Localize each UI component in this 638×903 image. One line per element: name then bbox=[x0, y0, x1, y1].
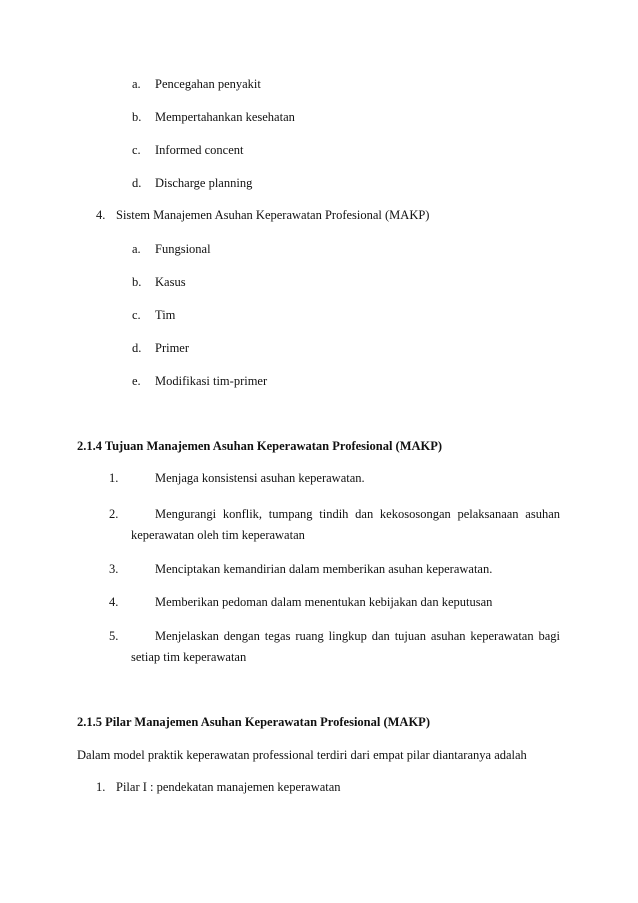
list-marker: 5. bbox=[109, 629, 119, 643]
list-item-text: Tim bbox=[155, 308, 176, 322]
list-item-text: Pencegahan penyakit bbox=[155, 77, 261, 91]
section-heading: 2.1.4 Tujuan Manajemen Asuhan Keperawatan Profesional (MAKP) bbox=[77, 439, 443, 453]
list-marker: b. bbox=[132, 110, 142, 124]
list-item-text: Fungsional bbox=[155, 242, 211, 256]
list-item-text: Menjelaskan dengan tegas ruang lingkup dan tujuan asuhan keperawatan bagi bbox=[155, 629, 560, 643]
list-item-text: Menjaga konsistensi asuhan keperawatan. bbox=[155, 471, 365, 485]
list-item-text: Memberikan pedoman dalam menentukan kebijakan dan keputusan bbox=[155, 595, 493, 609]
list-item-text: Informed concent bbox=[155, 143, 244, 157]
list-item-text: Kasus bbox=[155, 275, 186, 289]
list-item-text: Modifikasi tim-primer bbox=[155, 374, 268, 388]
list-item-text: Mempertahankan kesehatan bbox=[155, 110, 295, 124]
list-item-text: Discharge planning bbox=[155, 176, 253, 190]
list-marker: d. bbox=[132, 176, 142, 190]
list-marker: 1. bbox=[96, 780, 106, 794]
list-marker: a. bbox=[132, 77, 141, 91]
list-item-text: Mengurangi konflik, tumpang tindih dan kekososongan pelaksanaan asuhan bbox=[155, 507, 560, 521]
list-marker: 2. bbox=[109, 507, 119, 521]
list-item-text-continued: keperawatan oleh tim keperawatan bbox=[131, 528, 305, 542]
list-marker: 4. bbox=[96, 208, 106, 222]
list-marker: b. bbox=[132, 275, 142, 289]
list-marker: d. bbox=[132, 341, 142, 355]
list-marker: e. bbox=[132, 374, 141, 388]
list-item-text: Pilar I : pendekatan manajemen keperawatan bbox=[116, 780, 341, 794]
list-item-text: Menciptakan kemandirian dalam memberikan asuhan keperawatan. bbox=[155, 562, 493, 576]
list-item-text: Primer bbox=[155, 341, 190, 355]
list-marker: 4. bbox=[109, 595, 119, 609]
list-marker: c. bbox=[132, 308, 141, 322]
list-item-text-continued: setiap tim keperawatan bbox=[131, 650, 247, 664]
list-marker: c. bbox=[132, 143, 141, 157]
list-marker: 1. bbox=[109, 471, 119, 485]
list-marker: 3. bbox=[109, 562, 119, 576]
list-item-text: Sistem Manajemen Asuhan Keperawatan Profesional (MAKP) bbox=[116, 208, 430, 222]
list-marker: a. bbox=[132, 242, 141, 256]
paragraph: Dalam model praktik keperawatan professional terdiri dari empat pilar diantaranya adalah bbox=[77, 748, 527, 762]
section-heading: 2.1.5 Pilar Manajemen Asuhan Keperawatan Profesional (MAKP) bbox=[77, 715, 430, 729]
